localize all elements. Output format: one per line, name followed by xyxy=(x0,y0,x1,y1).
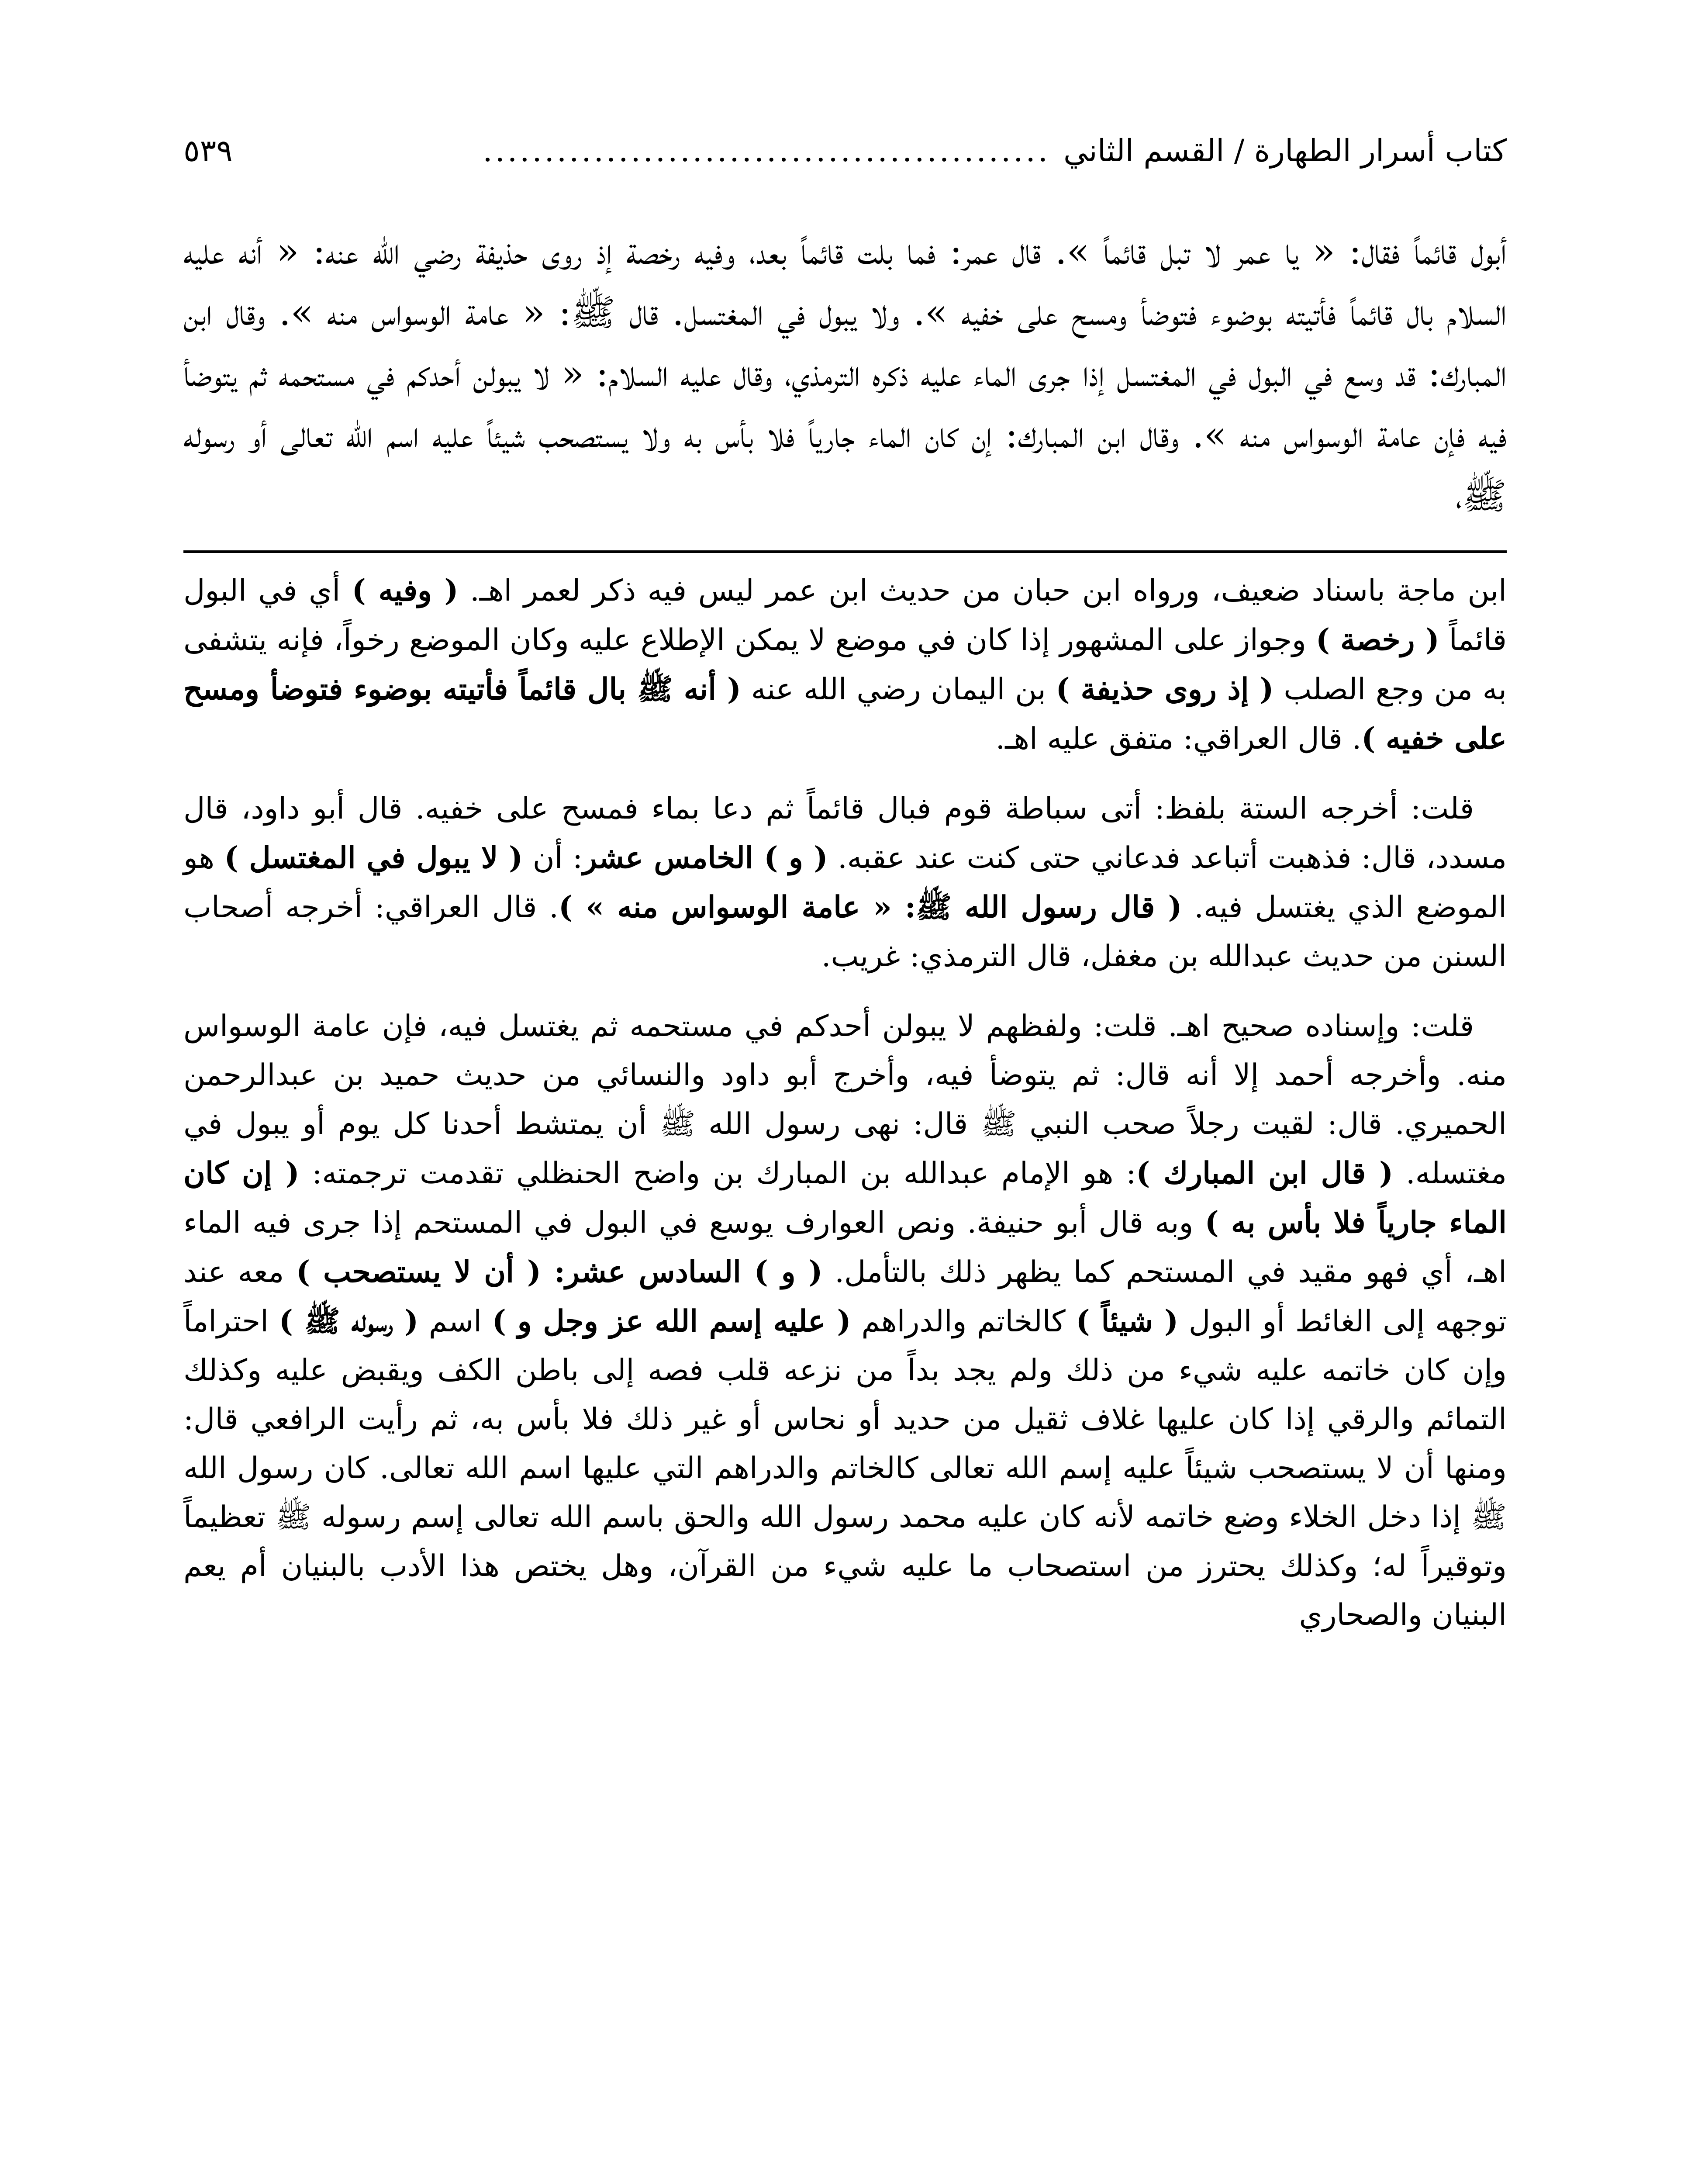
commentary-block xyxy=(183,566,1507,1640)
book-page xyxy=(183,131,1507,1661)
commentary-text: كالخاتم والدراهم xyxy=(851,1304,1076,1339)
running-header-title: كتاب أسرار الطهارة / القسم الثاني xyxy=(1063,133,1507,169)
main-paragraph: أبول قائماً فقال: « يا عمر لا تبل قائماً ». قال عمر: فما بلت قائماً بعد، وفيه رخصة إذ روى حذيفة رضي الله عنه: « أنه عليه السلام بال قائماً فأتيته بوضوء فتوضأ ومسح على خفيه ». ولا يبول في المغتسل. قال ﷺ: « عامة الوسواس منه ». وقال ابن المبارك: قد وسع في البول في المغتسل إذا جرى الماء عليه ذكره الترمذي، وقال عليه السلام: « لا يبولن أحدكم في مستحمه ثم يتوضأ فيه فإن عامة الوسواس منه ». وقال ابن المبارك: إن كان الماء جارياً فلا بأس به ولا يستصحب شيئاً عليه اسم الله تعالى أو رسوله ﷺ، xyxy=(183,230,1507,517)
commentary-quote: ( قال رسول الله ﷺ: « عامة الوسواس منه » ) xyxy=(558,890,1182,925)
commentary-text: اسم xyxy=(418,1304,492,1339)
commentary-paragraph-2 xyxy=(183,784,1507,981)
commentary-text: قلت: أخرجه الستة بلفظ: أتى سباطة قوم فبال قائماً ثم دعا بماء فمسح على خفيه. قال أبو داود، قال مسدد، قال: فذهبت أتباعد فدعاني حتى كنت عند عقبه. xyxy=(183,791,1507,875)
footnote-separator-rule xyxy=(183,550,1507,553)
commentary-quote: ( لا يبول في المغتسل ) xyxy=(224,840,523,875)
commentary-quote: ( وفيه ) xyxy=(352,573,459,608)
page-number: ٥٣٩ xyxy=(183,133,233,169)
commentary-text: وبه قال أبو حنيفة. ونص العوارف يوسع في البول في المستحم إذا جرى فيه الماء اهـ، أي فهو مقيد في المستحم كما يظهر ذلك بالتأمل. xyxy=(183,1206,1507,1289)
running-header-leader-dots: .............................................. xyxy=(483,133,1050,169)
commentary-quote: ( قال ابن المبارك ) xyxy=(1136,1156,1394,1191)
commentary-quote: ( إذ روى حذيفة ) xyxy=(1056,672,1274,707)
commentary-text: قلت: وإسناده صحيح اهـ. قلت: ولفظهم لا يبولن أحدكم في مستحمه ثم يغتسل فيه، فإن عامة الوسواس منه. وأخرجه أحمد إلا أنه قال: ثم يتوضأ فيه، وأخرج أبو داود والنسائي من حديث حميد بن عبدالرحمن الحميري. قال: لقيت رجلاً صحب النبي ﷺ قال: نهى رسول الله ﷺ أن يمتشط أحدنا كل يوم أو يبول في مغتسله. xyxy=(183,1009,1507,1191)
commentary-quote: ( و ) السادس عشر: ( أن لا يستصحب ) xyxy=(296,1254,823,1289)
commentary-paragraph-3 xyxy=(183,1002,1507,1640)
commentary-quote: ( و ) الخامس عشر xyxy=(583,840,828,875)
commentary-text: . قال العراقي: متفق عليه اهـ. xyxy=(995,722,1362,756)
commentary-quote: ( رسوله ﷺ ) xyxy=(279,1304,419,1339)
commentary-text: وجواز على المشهور إذا كان في موضع لا يمكن الإطلاع عليه وكان الموضع رخواً، فإنه يتشفى به من وجع الصلب xyxy=(183,623,1507,707)
commentary-text: ابن ماجة باسناد ضعيف، ورواه ابن حبان من حديث ابن عمر ليس فيه ذكر لعمر اهـ. xyxy=(458,574,1507,608)
commentary-text: احتراماً وإن كان خاتمه عليه شيء من ذلك ولم يجد بداً من نزعه قلب فصه إلى باطن الكف ويقبض عليه وكذلك التمائم والرقي إذا كان عليها غلاف ثقيل من حديد أو نحاس أو غير ذلك فلا بأس به، ثم رأيت الرافعي قال: ومنها أن لا يستصحب شيئاً عليه إسم الله تعالى كالخاتم والدراهم التي عليها اسم الله تعالى. كان رسول الله ﷺ إذا دخل الخلاء وضع خاتمه لأنه كان عليه محمد رسول الله والحق باسم الله تعالى إسم رسوله ﷺ تعظيماً وتوقيراً له؛ وكذلك يحترز من استصحاب ما عليه شيء من القرآن، وهل يختص هذا الأدب بالبنيان أم يعم البنيان والصحاري xyxy=(183,1304,1507,1632)
commentary-text: معه عند توجهه إلى الغائط أو البول xyxy=(183,1255,1507,1339)
commentary-text: أي في البول قائماً xyxy=(183,574,1507,657)
commentary-text: : هو الإمام عبدالله بن المبارك بن واضح الحنظلي تقدمت ترجمته: xyxy=(299,1156,1136,1191)
main-text-block xyxy=(183,221,1507,526)
commentary-quote: ( شيئاً ) xyxy=(1076,1304,1179,1339)
commentary-quote: ( رخصة ) xyxy=(1315,622,1439,657)
running-header xyxy=(183,131,1507,179)
commentary-quote: ( عليه إسم الله عز وجل و ) xyxy=(492,1304,851,1339)
commentary-text: هو الموضع الذي يغتسل فيه. xyxy=(183,841,1507,925)
commentary-text: بن اليمان رضي الله عنه xyxy=(741,672,1056,707)
commentary-quote: ( أنه ﷺ بال قائماً فأتيته بوضوء فتوضأ ومسح على خفيه ) xyxy=(183,672,1507,756)
commentary-paragraph-1 xyxy=(183,566,1507,764)
commentary-quote: ( إن كان الماء جارياً فلا بأس به ) xyxy=(183,1156,1507,1240)
commentary-text: : أن xyxy=(523,841,583,875)
commentary-text: . قال العراقي: أخرجه أصحاب السنن من حديث عبدالله بن مغفل، قال الترمذي: غريب. xyxy=(183,890,1507,974)
